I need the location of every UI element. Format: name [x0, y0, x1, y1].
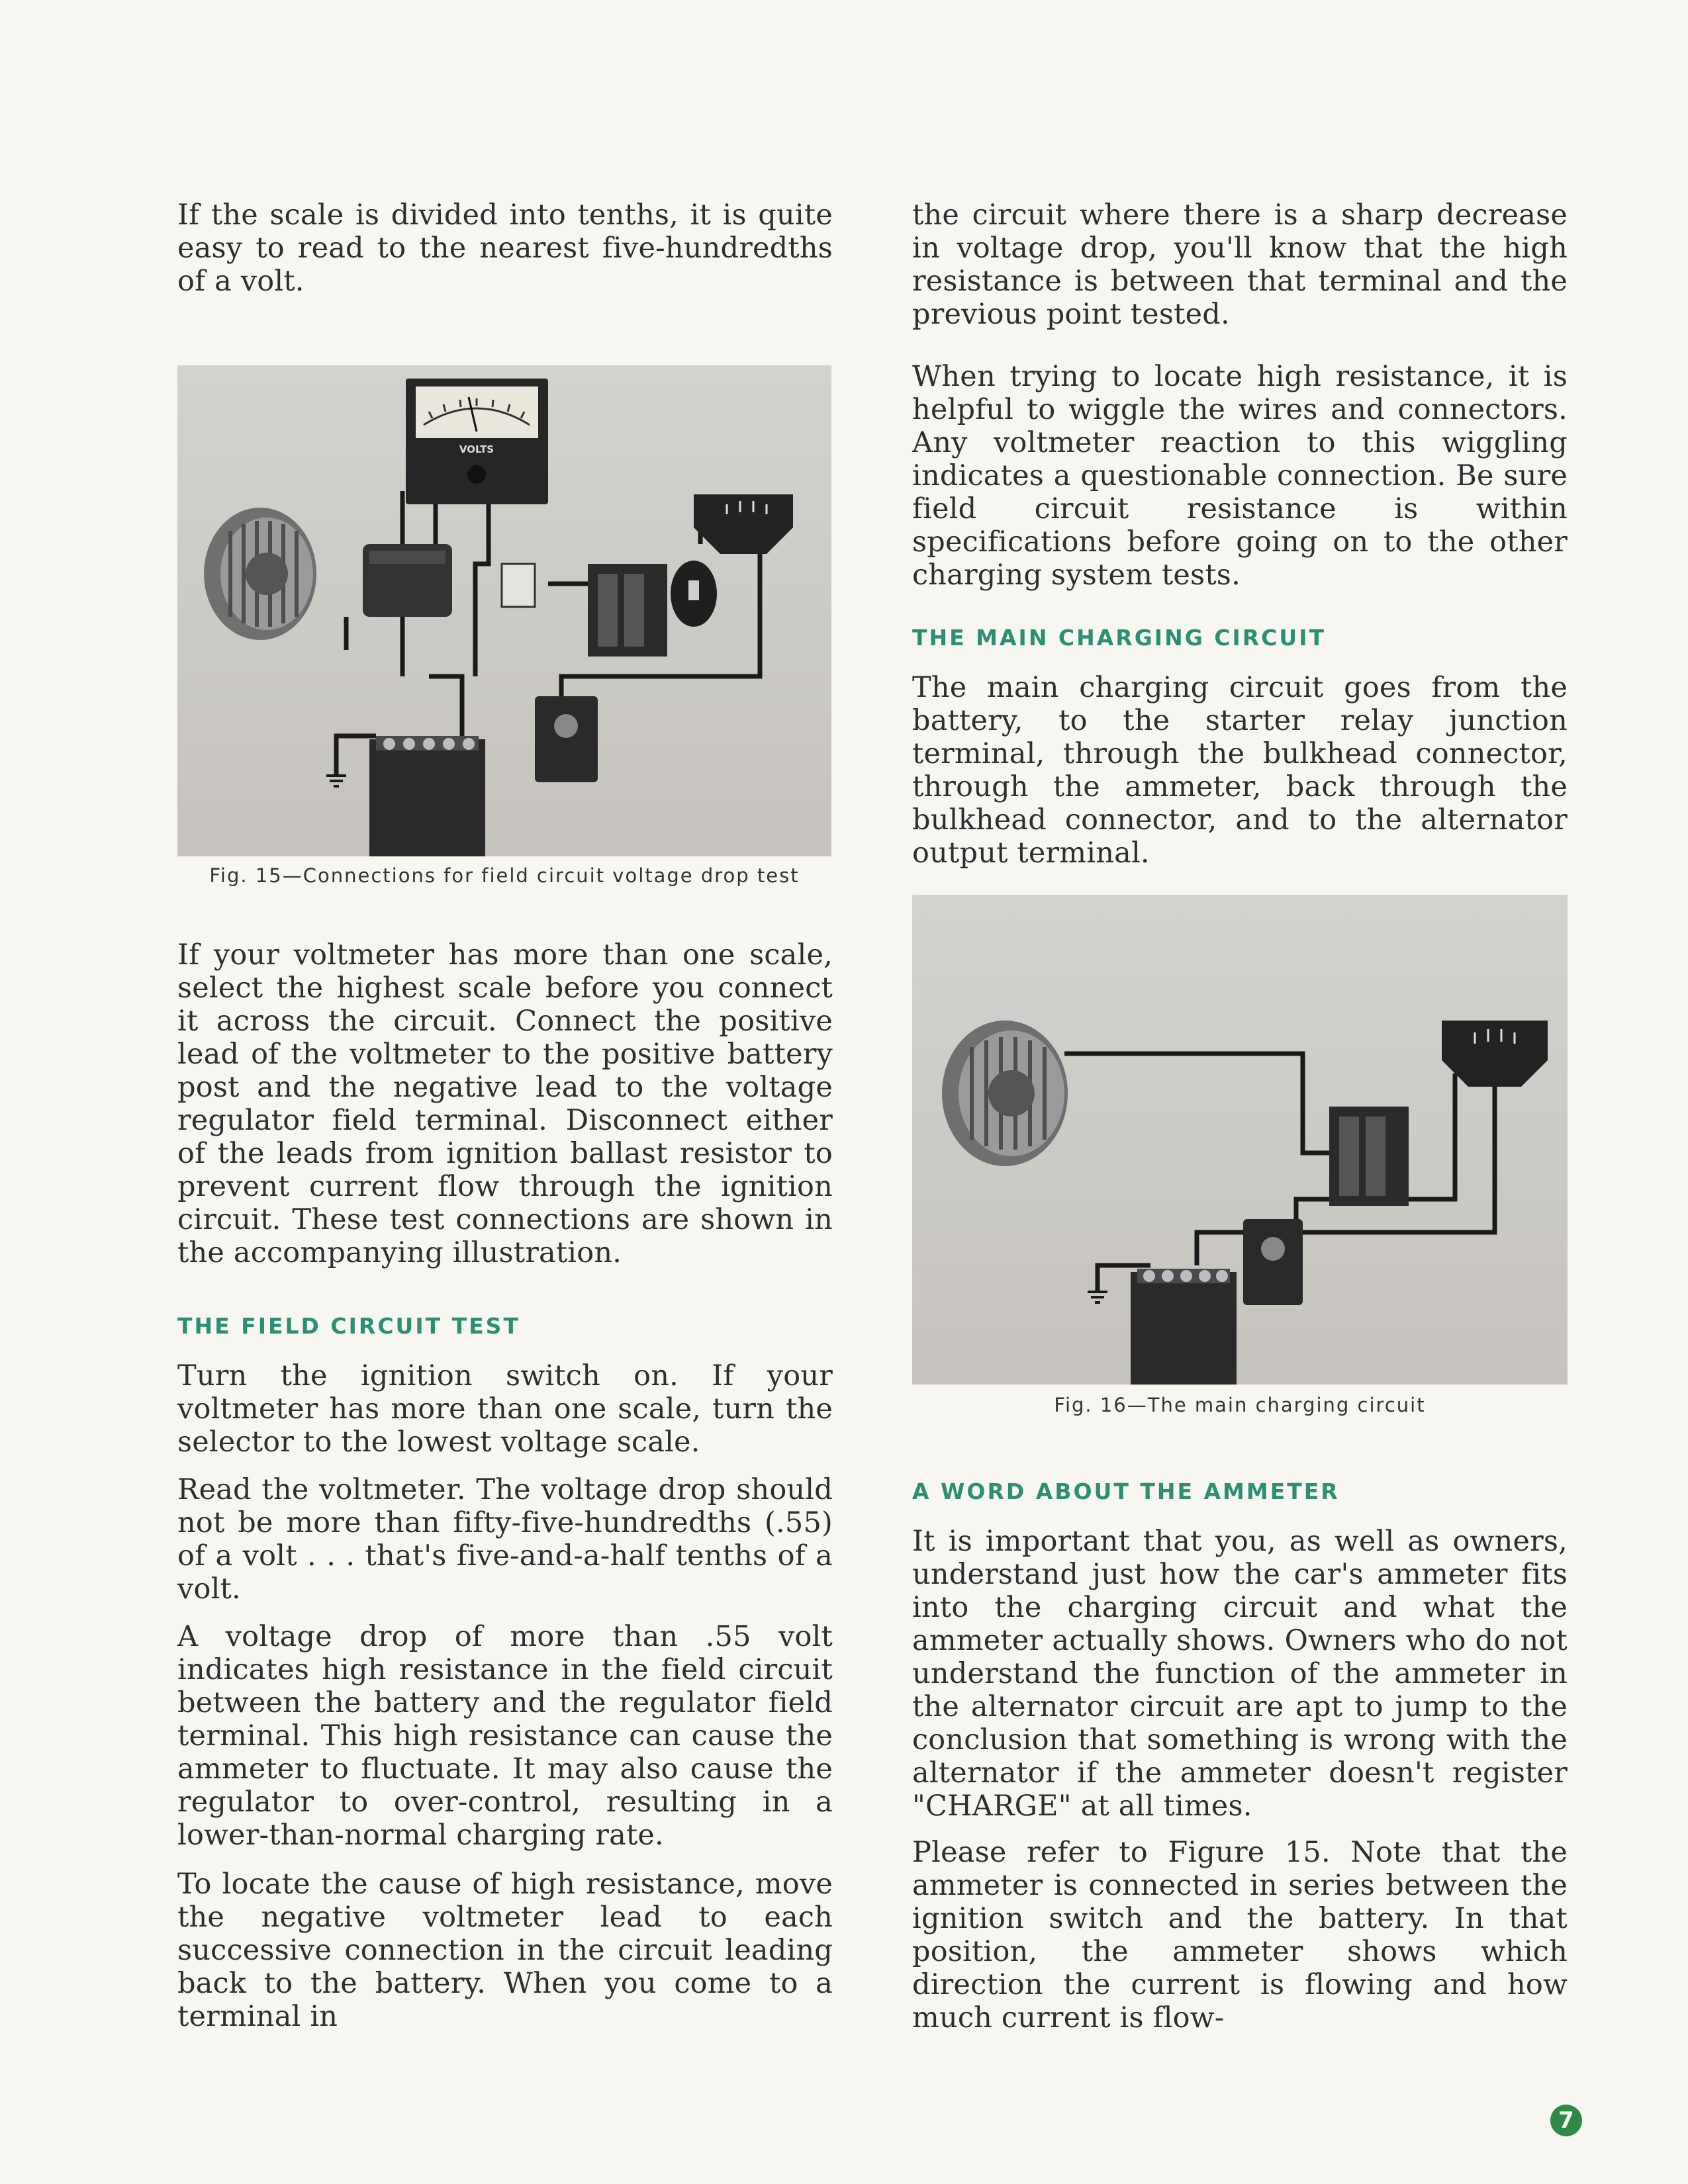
starter-relay-icon: [535, 696, 598, 782]
refer-paragraph: Please refer to Figure 15. Note that the ammeter is connected in series between the ignition switch and the battery. In that position, the ammeter shows which direction the current is flowing and how much current is flow-: [912, 1836, 1568, 2034]
ballast-resistor-icon: [502, 564, 535, 607]
figure-15-photo: [177, 365, 831, 856]
figure-15-illustration: [177, 365, 831, 856]
read-paragraph: Read the voltmeter. The voltage drop should not be more than fifty-five-hundredths (.55) of a volt . . . that's five-and-a-half tenths of a volt.: [177, 1473, 833, 1606]
battery-icon: [1131, 1269, 1237, 1385]
heading-field-circuit-test: THE FIELD CIRCUIT TEST: [177, 1313, 520, 1339]
bulkhead-connector-icon: [1329, 1107, 1409, 1206]
ground-symbol-icon: [1088, 1292, 1107, 1302]
drop-paragraph: A voltage drop of more than .55 volt indicates high resistance in the field circuit between the battery and the regulator field terminal. This high resistance can cause the ammeter to fluctuate. It may also cause the regulator to over-control, resulting in a lower-than-normal charging rate.: [177, 1620, 833, 1852]
svg-text:VOLTS: VOLTS: [459, 443, 494, 455]
voltmeter-icon: [406, 379, 548, 504]
ammeter-icon: [1442, 1021, 1548, 1087]
alternator-icon: [942, 1021, 1068, 1166]
voltage-regulator-icon: [363, 544, 452, 617]
figure-15-caption: Fig. 15—Connections for field circuit voltage drop test: [209, 864, 800, 887]
alternator-icon: [204, 508, 316, 640]
figure-16-caption: Fig. 16—The main charging circuit: [1054, 1394, 1426, 1416]
starter-relay-icon: [1243, 1219, 1303, 1305]
ignition-switch-icon: [671, 561, 717, 627]
wiggle-paragraph: When trying to locate high resistance, it is helpful to wiggle the wires and connectors. Any voltmeter reaction to this wiggling indicates a questionable connection. Be sure field circuit resistance is within specifications before going on to the other charging system tests.: [912, 360, 1568, 592]
intro-paragraph: If the scale is divided into tenths, it is quite easy to read to the nearest five-hundredths of a volt.: [177, 199, 833, 298]
connect-paragraph: If your voltmeter has more than one scale, select the highest scale before you connect it across the circuit. Connect the positive lead of the voltmeter to the positive battery post and the negative lead to the voltage regulator field terminal. Disconnect either of the leads from ignition ballast resistor to prevent current flow through the ignition circuit. These test connections are shown in the accompanying illustration.: [177, 938, 833, 1269]
main-circuit-paragraph: The main charging circuit goes from the battery, to the starter relay junction terminal, through the bulkhead connector, through the ammeter, back through the bulkhead connector, and to the alternator output terminal.: [912, 671, 1568, 870]
right-column: [912, 199, 1568, 2034]
page-number-badge: 7: [1550, 2105, 1582, 2136]
heading-main-charging-circuit: THE MAIN CHARGING CIRCUIT: [912, 625, 1326, 651]
battery-icon: [369, 736, 485, 856]
important-paragraph: It is important that you, as well as owners, understand just how the car's ammeter fits into the charging circuit and what the ammeter actually shows. Owners who do not understand the function of the ammeter in the alternator circuit are apt to jump to the conclusion that something is wrong with the alternator if the ammeter doesn't register "CHARGE" at all times.: [912, 1525, 1568, 1823]
continued-paragraph: the circuit where there is a sharp decrease in voltage drop, you'll know that the high resistance is between that terminal and the previous point tested.: [912, 199, 1568, 331]
bulkhead-connector-icon: [588, 564, 667, 657]
heading-ammeter: A WORD ABOUT THE AMMETER: [912, 1479, 1340, 1504]
turn-paragraph: Turn the ignition switch on. If your voltmeter has more than one scale, turn the selector to the lowest voltage scale.: [177, 1359, 833, 1459]
ground-symbol-icon: [326, 776, 346, 786]
figure-16-illustration: [912, 895, 1568, 1385]
figure-16-photo: [912, 895, 1568, 1385]
left-column: [177, 199, 833, 2033]
ammeter-icon: [694, 494, 793, 554]
locate-paragraph: To locate the cause of high resistance, move the negative voltmeter lead to each successive connection in the circuit leading back to the battery. When you come to a terminal in: [177, 1868, 833, 2033]
